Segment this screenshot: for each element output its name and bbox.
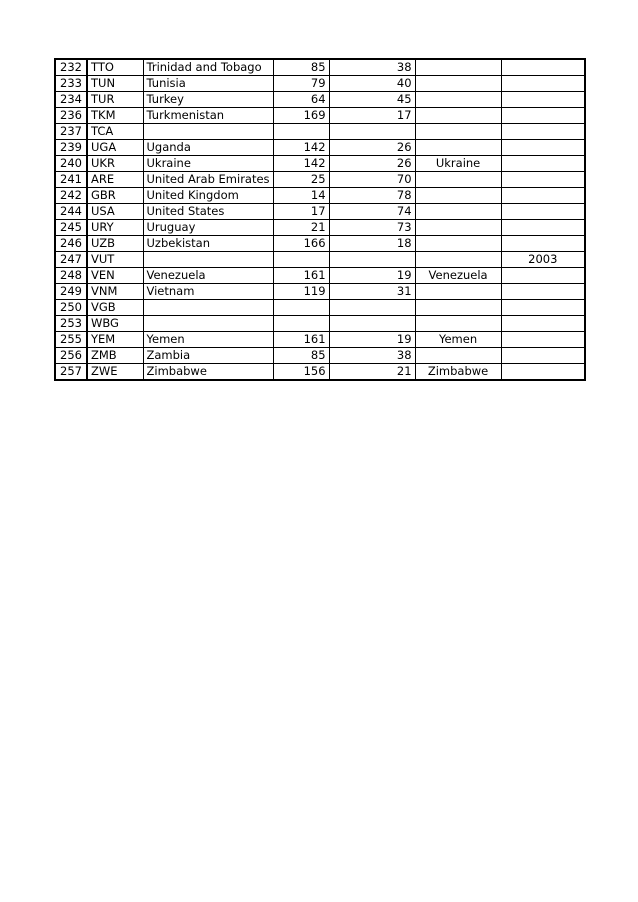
country-code-cell: ZMB [87, 348, 143, 364]
country-code-cell: TKM [87, 108, 143, 124]
value-b-cell [329, 316, 415, 332]
year-cell: 2003 [501, 252, 585, 268]
year-cell [501, 92, 585, 108]
country-name-cell: Uruguay [143, 220, 273, 236]
row-id-cell: 244 [55, 204, 87, 220]
value-b-cell [329, 124, 415, 140]
value-b-cell: 40 [329, 76, 415, 92]
country-code-cell: VNM [87, 284, 143, 300]
table-row [55, 332, 585, 348]
table-row [55, 252, 585, 268]
value-b-cell: 19 [329, 268, 415, 284]
table-row [55, 236, 585, 252]
country-code-cell: UGA [87, 140, 143, 156]
year-cell [501, 204, 585, 220]
table-row [55, 268, 585, 284]
country-name-cell: Uganda [143, 140, 273, 156]
label-cell [415, 236, 501, 252]
value-b-cell: 78 [329, 188, 415, 204]
table-row [55, 348, 585, 364]
row-id-cell: 249 [55, 284, 87, 300]
country-code-cell: WBG [87, 316, 143, 332]
value-a-cell: 17 [273, 204, 329, 220]
country-name-cell [143, 252, 273, 268]
table-row [55, 108, 585, 124]
value-a-cell [273, 252, 329, 268]
label-cell [415, 172, 501, 188]
country-name-cell: Zimbabwe [143, 364, 273, 381]
value-b-cell: 74 [329, 204, 415, 220]
country-name-cell: Zambia [143, 348, 273, 364]
row-id-cell: 248 [55, 268, 87, 284]
country-code-cell: TCA [87, 124, 143, 140]
table-row [55, 204, 585, 220]
country-code-cell: UKR [87, 156, 143, 172]
year-cell [501, 188, 585, 204]
country-code-cell: TUR [87, 92, 143, 108]
country-code-cell: YEM [87, 332, 143, 348]
value-b-cell: 38 [329, 348, 415, 364]
value-b-cell: 38 [329, 59, 415, 76]
country-code-cell: USA [87, 204, 143, 220]
value-a-cell: 169 [273, 108, 329, 124]
country-code-cell: VEN [87, 268, 143, 284]
country-name-cell: United Kingdom [143, 188, 273, 204]
value-b-cell: 26 [329, 140, 415, 156]
country-code-cell: VGB [87, 300, 143, 316]
table-row [55, 220, 585, 236]
value-a-cell: 25 [273, 172, 329, 188]
label-cell: Ukraine [415, 156, 501, 172]
country-name-cell: Trinidad and Tobago [143, 59, 273, 76]
label-cell [415, 220, 501, 236]
country-name-cell [143, 124, 273, 140]
row-id-cell: 236 [55, 108, 87, 124]
label-cell: Zimbabwe [415, 364, 501, 381]
label-cell [415, 252, 501, 268]
value-b-cell: 21 [329, 364, 415, 381]
row-id-cell: 250 [55, 300, 87, 316]
value-a-cell: 142 [273, 156, 329, 172]
table-row [55, 59, 585, 76]
value-a-cell [273, 124, 329, 140]
country-name-cell: Ukraine [143, 156, 273, 172]
value-b-cell: 19 [329, 332, 415, 348]
value-a-cell: 21 [273, 220, 329, 236]
label-cell: Venezuela [415, 268, 501, 284]
row-id-cell: 239 [55, 140, 87, 156]
row-id-cell: 247 [55, 252, 87, 268]
row-id-cell: 232 [55, 59, 87, 76]
label-cell [415, 108, 501, 124]
row-id-cell: 257 [55, 364, 87, 381]
country-code-cell: ARE [87, 172, 143, 188]
value-b-cell: 45 [329, 92, 415, 108]
value-a-cell: 161 [273, 268, 329, 284]
value-b-cell: 31 [329, 284, 415, 300]
year-cell [501, 156, 585, 172]
country-name-cell: Tunisia [143, 76, 273, 92]
country-name-cell: Turkey [143, 92, 273, 108]
table-row [55, 364, 585, 381]
table-row [55, 172, 585, 188]
label-cell [415, 348, 501, 364]
table-row [55, 140, 585, 156]
value-a-cell: 161 [273, 332, 329, 348]
row-id-cell: 237 [55, 124, 87, 140]
value-b-cell [329, 252, 415, 268]
table-row [55, 284, 585, 300]
value-b-cell [329, 300, 415, 316]
year-cell [501, 332, 585, 348]
table-row [55, 124, 585, 140]
country-code-cell: GBR [87, 188, 143, 204]
country-name-cell: Yemen [143, 332, 273, 348]
country-name-cell: United Arab Emirates [143, 172, 273, 188]
label-cell [415, 140, 501, 156]
country-name-cell: Uzbekistan [143, 236, 273, 252]
label-cell: Yemen [415, 332, 501, 348]
year-cell [501, 316, 585, 332]
country-code-cell: ZWE [87, 364, 143, 381]
year-cell [501, 220, 585, 236]
country-code-cell: VUT [87, 252, 143, 268]
country-name-cell [143, 316, 273, 332]
value-a-cell: 119 [273, 284, 329, 300]
value-b-cell: 70 [329, 172, 415, 188]
table-row [55, 316, 585, 332]
table-row [55, 76, 585, 92]
country-code-cell: TUN [87, 76, 143, 92]
year-cell [501, 124, 585, 140]
value-b-cell: 18 [329, 236, 415, 252]
value-a-cell: 85 [273, 59, 329, 76]
value-a-cell: 166 [273, 236, 329, 252]
country-code-cell: URY [87, 220, 143, 236]
label-cell [415, 284, 501, 300]
country-code-cell: UZB [87, 236, 143, 252]
country-name-cell: United States [143, 204, 273, 220]
row-id-cell: 256 [55, 348, 87, 364]
value-a-cell: 79 [273, 76, 329, 92]
year-cell [501, 348, 585, 364]
label-cell [415, 92, 501, 108]
label-cell [415, 204, 501, 220]
year-cell [501, 364, 585, 381]
row-id-cell: 253 [55, 316, 87, 332]
row-id-cell: 255 [55, 332, 87, 348]
year-cell [501, 108, 585, 124]
value-a-cell: 85 [273, 348, 329, 364]
year-cell [501, 284, 585, 300]
year-cell [501, 236, 585, 252]
row-id-cell: 234 [55, 92, 87, 108]
label-cell [415, 300, 501, 316]
row-id-cell: 246 [55, 236, 87, 252]
year-cell [501, 300, 585, 316]
country-name-cell: Turkmenistan [143, 108, 273, 124]
table-row [55, 156, 585, 172]
table-row [55, 92, 585, 108]
value-a-cell: 156 [273, 364, 329, 381]
value-a-cell: 14 [273, 188, 329, 204]
country-code-cell: TTO [87, 59, 143, 76]
table-body [55, 59, 585, 380]
year-cell [501, 140, 585, 156]
value-a-cell: 64 [273, 92, 329, 108]
table-row [55, 300, 585, 316]
year-cell [501, 268, 585, 284]
row-id-cell: 242 [55, 188, 87, 204]
row-id-cell: 233 [55, 76, 87, 92]
value-a-cell [273, 300, 329, 316]
label-cell [415, 59, 501, 76]
label-cell [415, 76, 501, 92]
value-a-cell [273, 316, 329, 332]
year-cell [501, 172, 585, 188]
value-b-cell: 17 [329, 108, 415, 124]
year-cell [501, 59, 585, 76]
row-id-cell: 245 [55, 220, 87, 236]
label-cell [415, 124, 501, 140]
row-id-cell: 240 [55, 156, 87, 172]
label-cell [415, 316, 501, 332]
country-name-cell: Vietnam [143, 284, 273, 300]
value-b-cell: 73 [329, 220, 415, 236]
country-name-cell [143, 300, 273, 316]
year-cell [501, 76, 585, 92]
country-name-cell: Venezuela [143, 268, 273, 284]
table-row [55, 188, 585, 204]
value-b-cell: 26 [329, 156, 415, 172]
country-data-table [54, 58, 586, 381]
value-a-cell: 142 [273, 140, 329, 156]
label-cell [415, 188, 501, 204]
row-id-cell: 241 [55, 172, 87, 188]
